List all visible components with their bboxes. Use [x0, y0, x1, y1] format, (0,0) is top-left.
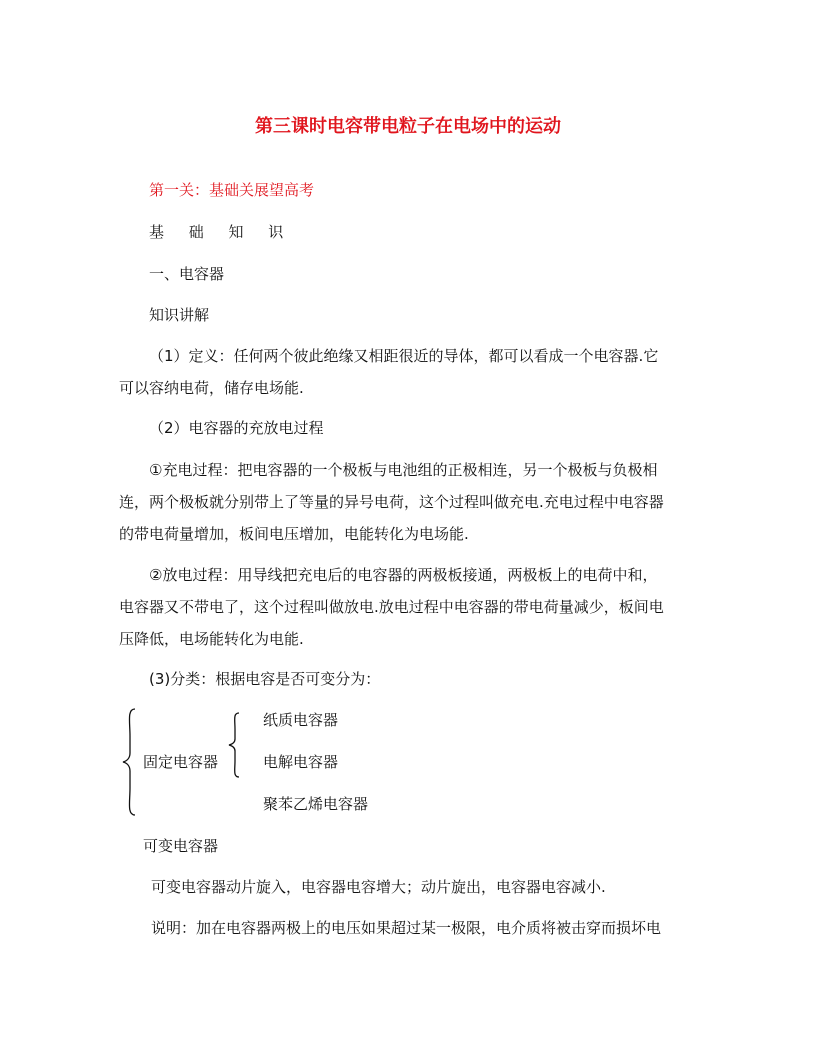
discharging-line-1: ②放电过程：用导线把充电后的电容器的两极板接通，两极板上的电荷中和， — [149, 566, 658, 584]
process-heading: （2）电容器的充放电过程 — [149, 419, 324, 437]
note-line: 说明：加在电容器两极上的电压如果超过某一极限，电介质将被击穿而损坏电 — [151, 919, 662, 937]
discharging-line-2: 电容器又不带电了，这个过程叫做放电.放电过程中电容器的带电荷量减少，板间电 — [119, 598, 664, 616]
section-heading: 第一关：基础关展望高考 — [149, 181, 315, 199]
knowledge-label: 知识讲解 — [149, 306, 210, 324]
definition-line-2: 可以容纳电荷，储存电场能. — [119, 379, 304, 397]
outer-brace — [121, 708, 137, 816]
discharging-line-3: 压降低，电场能转化为电能. — [119, 630, 304, 648]
definition-line-1: （1）定义：任何两个彼此绝缘又相距很近的导体，都可以看成一个电容器.它 — [149, 347, 659, 365]
charging-line-3: 的带电荷量增加，板间电压增加，电能转化为电场能. — [119, 525, 469, 543]
inner-brace — [227, 712, 241, 778]
variable-capacitor-description: 可变电容器动片旋入，电容器电容增大；动片旋出，电容器电容减小. — [151, 878, 606, 896]
charging-line-2: 连，两个极板就分别带上了等量的异号电荷，这个过程叫做充电.充电过程中电容器 — [119, 493, 664, 511]
capacitor-heading: 一、电容器 — [149, 265, 225, 283]
basic-knowledge-heading: 基 础 知 识 — [149, 223, 294, 241]
page-title: 第三课时电容带电粒子在电场中的运动 — [255, 116, 561, 137]
fixed-capacitor-label: 固定电容器 — [143, 753, 219, 771]
polystyrene-capacitor-label: 聚苯乙烯电容器 — [263, 795, 369, 813]
variable-capacitor-label: 可变电容器 — [143, 837, 219, 855]
paper-capacitor-label: 纸质电容器 — [263, 711, 339, 729]
charging-line-1: ①充电过程：把电容器的一个极板与电池组的正极相连，另一个极板与负极相 — [149, 461, 658, 479]
electrolytic-capacitor-label: 电解电容器 — [263, 753, 339, 771]
classification-line: (3)分类：根据电容是否可变分为： — [149, 670, 381, 688]
